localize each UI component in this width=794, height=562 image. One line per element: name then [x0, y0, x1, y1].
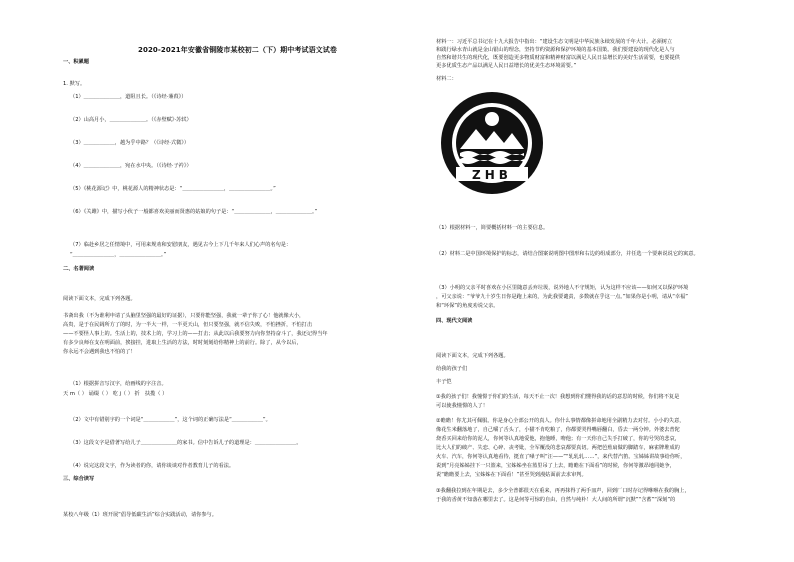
- activity-intro: 某校八年级（1）班开展“倡导低碳生活”综合实践活动，请你参与。: [63, 512, 217, 518]
- essay-line: 火车、汽车，你何等认真地看待，挺直了嗓子叫“汪——”“轧轧轧……”，来代替汽笛。宝姊姊讲故事给你听，: [436, 454, 686, 460]
- material-1-line: 自然和谐共生的现代化，既要创造更多物质财富和精神财富以满足人民日益增长的美好生活需要，也要提供: [436, 55, 680, 61]
- material-2-label: 材料二：: [436, 76, 457, 82]
- material-1-line: 材料一：习近平总书记在十九大报告中指出：“建设生态文明是中华民族永续发展的千年大计。必须树立: [436, 39, 673, 45]
- question-2-4: （4）说完这段文字，作为读者的你，请你谈谈对作者教育儿子的看法。: [70, 463, 235, 469]
- material-1-line: 更多优质生态产品以满足人民日益增长的优美生态环境需要。”: [436, 63, 577, 69]
- question-2-3: （3）这段文字是借著写给儿子＿＿＿＿＿＿＿的家书。信中告诉儿子的道理是：＿＿＿＿＿＿＿＿。: [70, 440, 302, 446]
- question-1-2: （2）山高月小，＿＿＿＿＿＿＿。（《赤壁赋》·苏轼）: [70, 117, 192, 123]
- essay-line: 说到“月亮姊姊挂下一只篮来，宝姊姊坐在篮里吊了上去，瞻瞻在下面看”的时候，你何等激昂地同她争，: [436, 463, 675, 469]
- essay-line: 说“瞻瞻要上去，宝姊姊在下面看！”甚至哭到漫姑面前去求审判。: [436, 472, 587, 478]
- question-3-3-line: 和“环保”的角度劝说父亲。: [436, 303, 499, 309]
- environment-protection-logo: [438, 89, 546, 197]
- question-1-7: （7）临赴乡居之任情境中，可用来规劝和安慰朋友，遇见古今上下几千年来人们心声的名句是：: [70, 242, 292, 248]
- essay-line: ③我翻我拉到在年期是去，多少全普都很天在重来，再再抹得了两手皿声，回到厂口时存记得咻咻在我的胸上，: [436, 488, 690, 494]
- essay-line: 比大人们的破产、失恋、心碎、丧考妣，全军覆没的悲哀都要真切。两把芭蕉扇做的脚踏车，麻雀牌堆成的: [436, 445, 680, 451]
- essay-line: ①我的孩子们！我憧憬于你们的生活，每天不止一次！我想到你们懂得我的话的意思的时候，你们将不复是: [436, 394, 680, 400]
- passage-line: 高贵，是于在民阔所方了的时，为一半大一样，一半更天山，但只要坚强，就不信失败，不怕挫折，不怕打击: [63, 322, 313, 328]
- material-1-line: 和践行绿水青山就是金山银山的理念，坚持节约资源和保护环境的基本国策。我们要建设的现代化是人与: [436, 47, 675, 53]
- passage-line: ——不要怪人事上的。生活上的，技术上的，学习上的——打击；从此以后我要努力向你坚持奋斗了，我还记得当年: [63, 331, 328, 337]
- sub-heading-dictation: 1. 默写。: [63, 81, 86, 87]
- passage-line: 有多少良师在支在明面前，挨接挂，进取上生活的方法，时时刻刻给你精神上的前行。除了，从今以后，: [63, 340, 302, 346]
- section-heading-1: 一、积累题: [63, 59, 89, 65]
- essay-line: ②瞻瞻！你尤其可佩服。你是身心全部公开的真人。你什么事情都像拼命地用全副精力去对付。小小的失意，: [436, 418, 685, 424]
- question-2-1-blanks: 天 m（ ） 诵缀（ ） 吃 j（ ） 折 扶揽（ ）: [63, 391, 168, 397]
- logo-letters: ZHB: [472, 168, 512, 182]
- question-1-4: （4）＿＿＿＿＿＿＿，宛在水中央。（《诗经·子衿》）: [70, 163, 192, 169]
- essay-title: 给我的孩子们: [436, 366, 468, 372]
- essay-line: 于我的香黄不知落在哪里去了。这是何等可惊的自由，自然与纯朴！大人间的所谓“沉默”“含蓄”“深刻”的: [436, 497, 676, 503]
- question-1-5: （5）《桃花源记》中，桃花源人的精神状态是：“＿＿＿＿＿＿＿＿，＿＿＿＿＿＿＿＿。”: [70, 186, 276, 192]
- essay-author: 丰子恺: [436, 379, 452, 385]
- question-1-6: （6）《关雎》中，描写小伙子一般都喜欢美丽而贤惠的姑娘的句子是：“＿＿＿＿＿＿＿，＿＿＿＿＿＿＿。”: [70, 209, 318, 215]
- question-3-3-line: ，可父亲说：“爷爷九十岁生日你是跑上来的，为此我要谴责，多数就在乎这一点。”如果你是小明，请从“幸福”: [436, 294, 688, 300]
- question-3-1: （1）根据材料一，简要概括材料一的主要信息。: [436, 225, 549, 231]
- passage-line: 你永远不会遇到我也不怕的了！: [63, 349, 136, 355]
- question-3-3: （3）小明的父亲平时喜欢在小区里随意丢弃垃圾，说外地人不守规矩，认为这样不应该——如何又以保护环境: [436, 285, 689, 291]
- question-2-1: （1）根据拼音写汉字，给画线的字注音。: [70, 381, 167, 387]
- reading-intro-4: 阅读下面文本，完成下列各题。: [436, 353, 509, 359]
- section-heading-4: 四、现代文阅读: [436, 318, 473, 324]
- question-1-1: （1）＿＿＿＿＿＿＿，道阻且长。（《诗经·蒹葭》）: [70, 94, 187, 100]
- essay-line: 烧香买回来给你的泥人，你何等认真地爱他，抱他睡，吻他；有一天你自己失手打破了，你的号哭的悲哀，: [436, 436, 680, 442]
- question-1-3: （3）＿＿＿＿＿＿，越为乎中路？（《诗经·式微》）: [70, 140, 190, 146]
- question-3-2: （2）材料二是中国环境保护的标志，请结合图案说明图中图形和右边的组成部分，并任选一个要素说说它的寓意。: [436, 251, 699, 257]
- question-1-7-blank: “＿＿＿＿＿＿＿＿，＿＿＿＿＿＿＿＿。”: [70, 252, 167, 258]
- section-heading-3: 三、综合读写: [63, 476, 95, 482]
- essay-line: 可以使我憧憬的人了！: [436, 403, 488, 409]
- reading-intro-2: 阅读下面文本，完成下列各题。: [63, 296, 136, 302]
- essay-line: 像花生米翻落地了，自己嚼了舌头了，小猫不肯吃粮了，你都要哭得嘴唇翻白，昏去一两分钟。外婆去普陀: [436, 427, 680, 433]
- section-heading-2: 二、名著阅读: [63, 266, 95, 272]
- page-title: 2020-2021年安徽省铜陵市某校初二（下）期中考试语文试卷: [138, 46, 337, 54]
- passage-line: 书斋出我（不为谁利申请了头脑里坚强的最好的证据），只要你能坚强，我就一辈子你了心！他就像大小，: [63, 313, 305, 319]
- question-2-2: （2）文中有错别字的一个词是“＿＿＿＿＿＿”，这个词的正确写法是“＿＿＿＿＿＿”。: [70, 417, 271, 423]
